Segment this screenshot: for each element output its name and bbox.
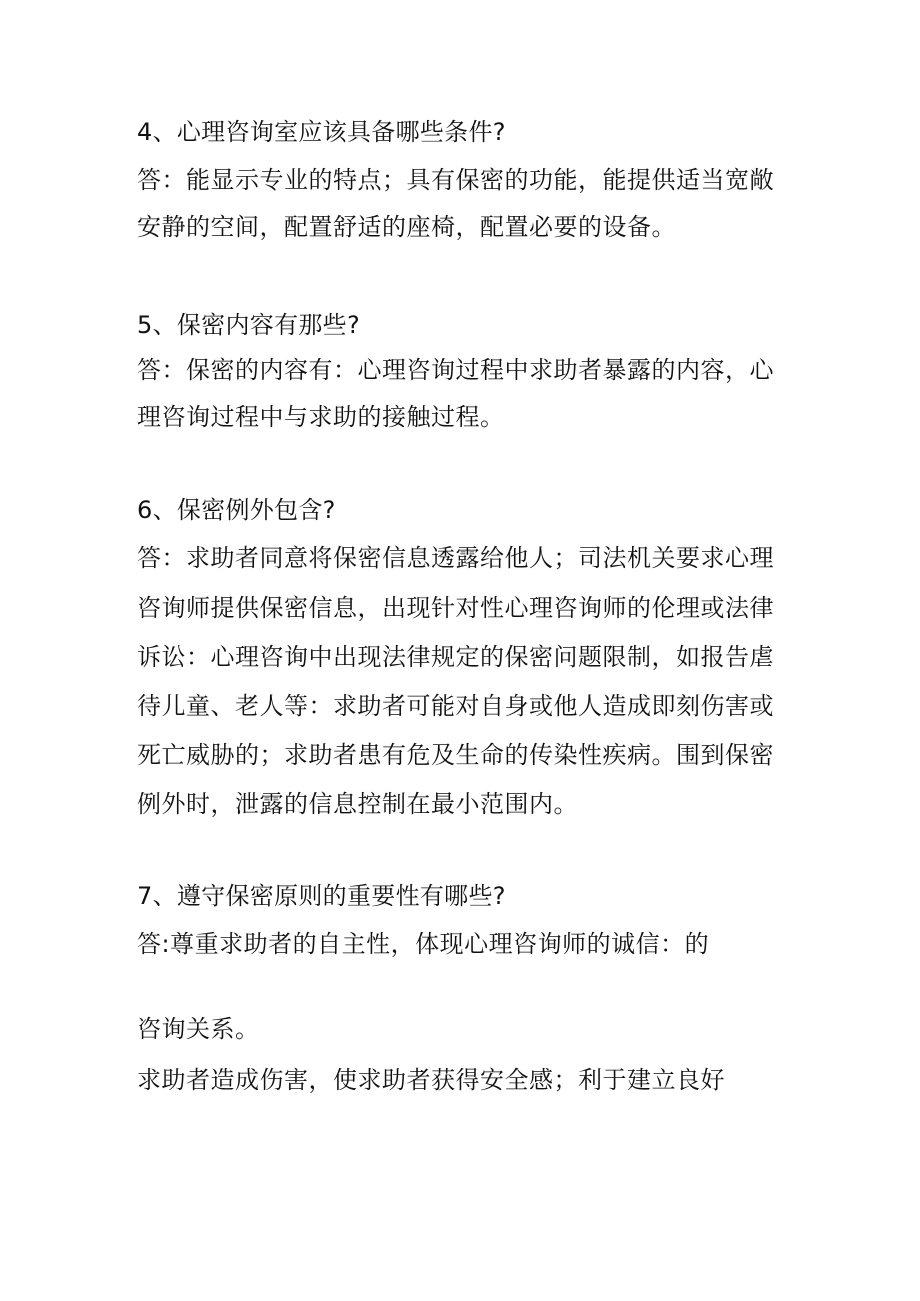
answer-7-line-1: 答:尊重求助者的自主性，体现心理咨询师的诚信：的: [137, 930, 710, 958]
answer-5-line-2: 理咨询过程中与求助的接触过程。: [137, 403, 505, 431]
answer-6-line-1: 答：求助者同意将保密信息透露给他人；司法机关要求心理: [137, 544, 774, 572]
answer-4-line-1: 答：能显示专业的特点；具有保密的功能，能提供适当宽敞: [137, 166, 774, 194]
answer-7-line-3: 求助者造成伤害，使求助者获得安全感；利于建立良好: [137, 1066, 725, 1094]
answer-6-line-6: 例外时，泄露的信息控制在最小范围内。: [137, 790, 578, 818]
answer-4-line-2: 安静的空间，配置舒适的座椅，配置必要的设备。: [137, 213, 676, 241]
question-4: 4、心理咨询室应该具备哪些条件?: [137, 118, 506, 146]
question-7: 7、遵守保密原则的重要性有哪些?: [137, 882, 506, 910]
question-5: 5、保密内容有那些?: [137, 311, 361, 339]
answer-6-line-2: 咨询师提供保密信息，出现针对性心理咨询师的伦理或法律: [137, 594, 774, 622]
answer-6-line-4: 待儿童、老人等：求助者可能对自身或他人造成即刻伤害或: [137, 692, 774, 720]
answer-5-line-1: 答：保密的内容有：心理咨询过程中求助者暴露的内容，心: [137, 356, 774, 384]
answer-7-line-2: 咨询关系。: [137, 1015, 260, 1043]
question-6: 6、保密例外包含?: [137, 496, 336, 524]
answer-6-line-5: 死亡威胁的；求助者患有危及生命的传染性疾病。围到保密: [137, 741, 774, 769]
answer-6-line-3: 诉讼：心理咨询中出现法律规定的保密问题限制，如报告虐: [137, 643, 774, 671]
